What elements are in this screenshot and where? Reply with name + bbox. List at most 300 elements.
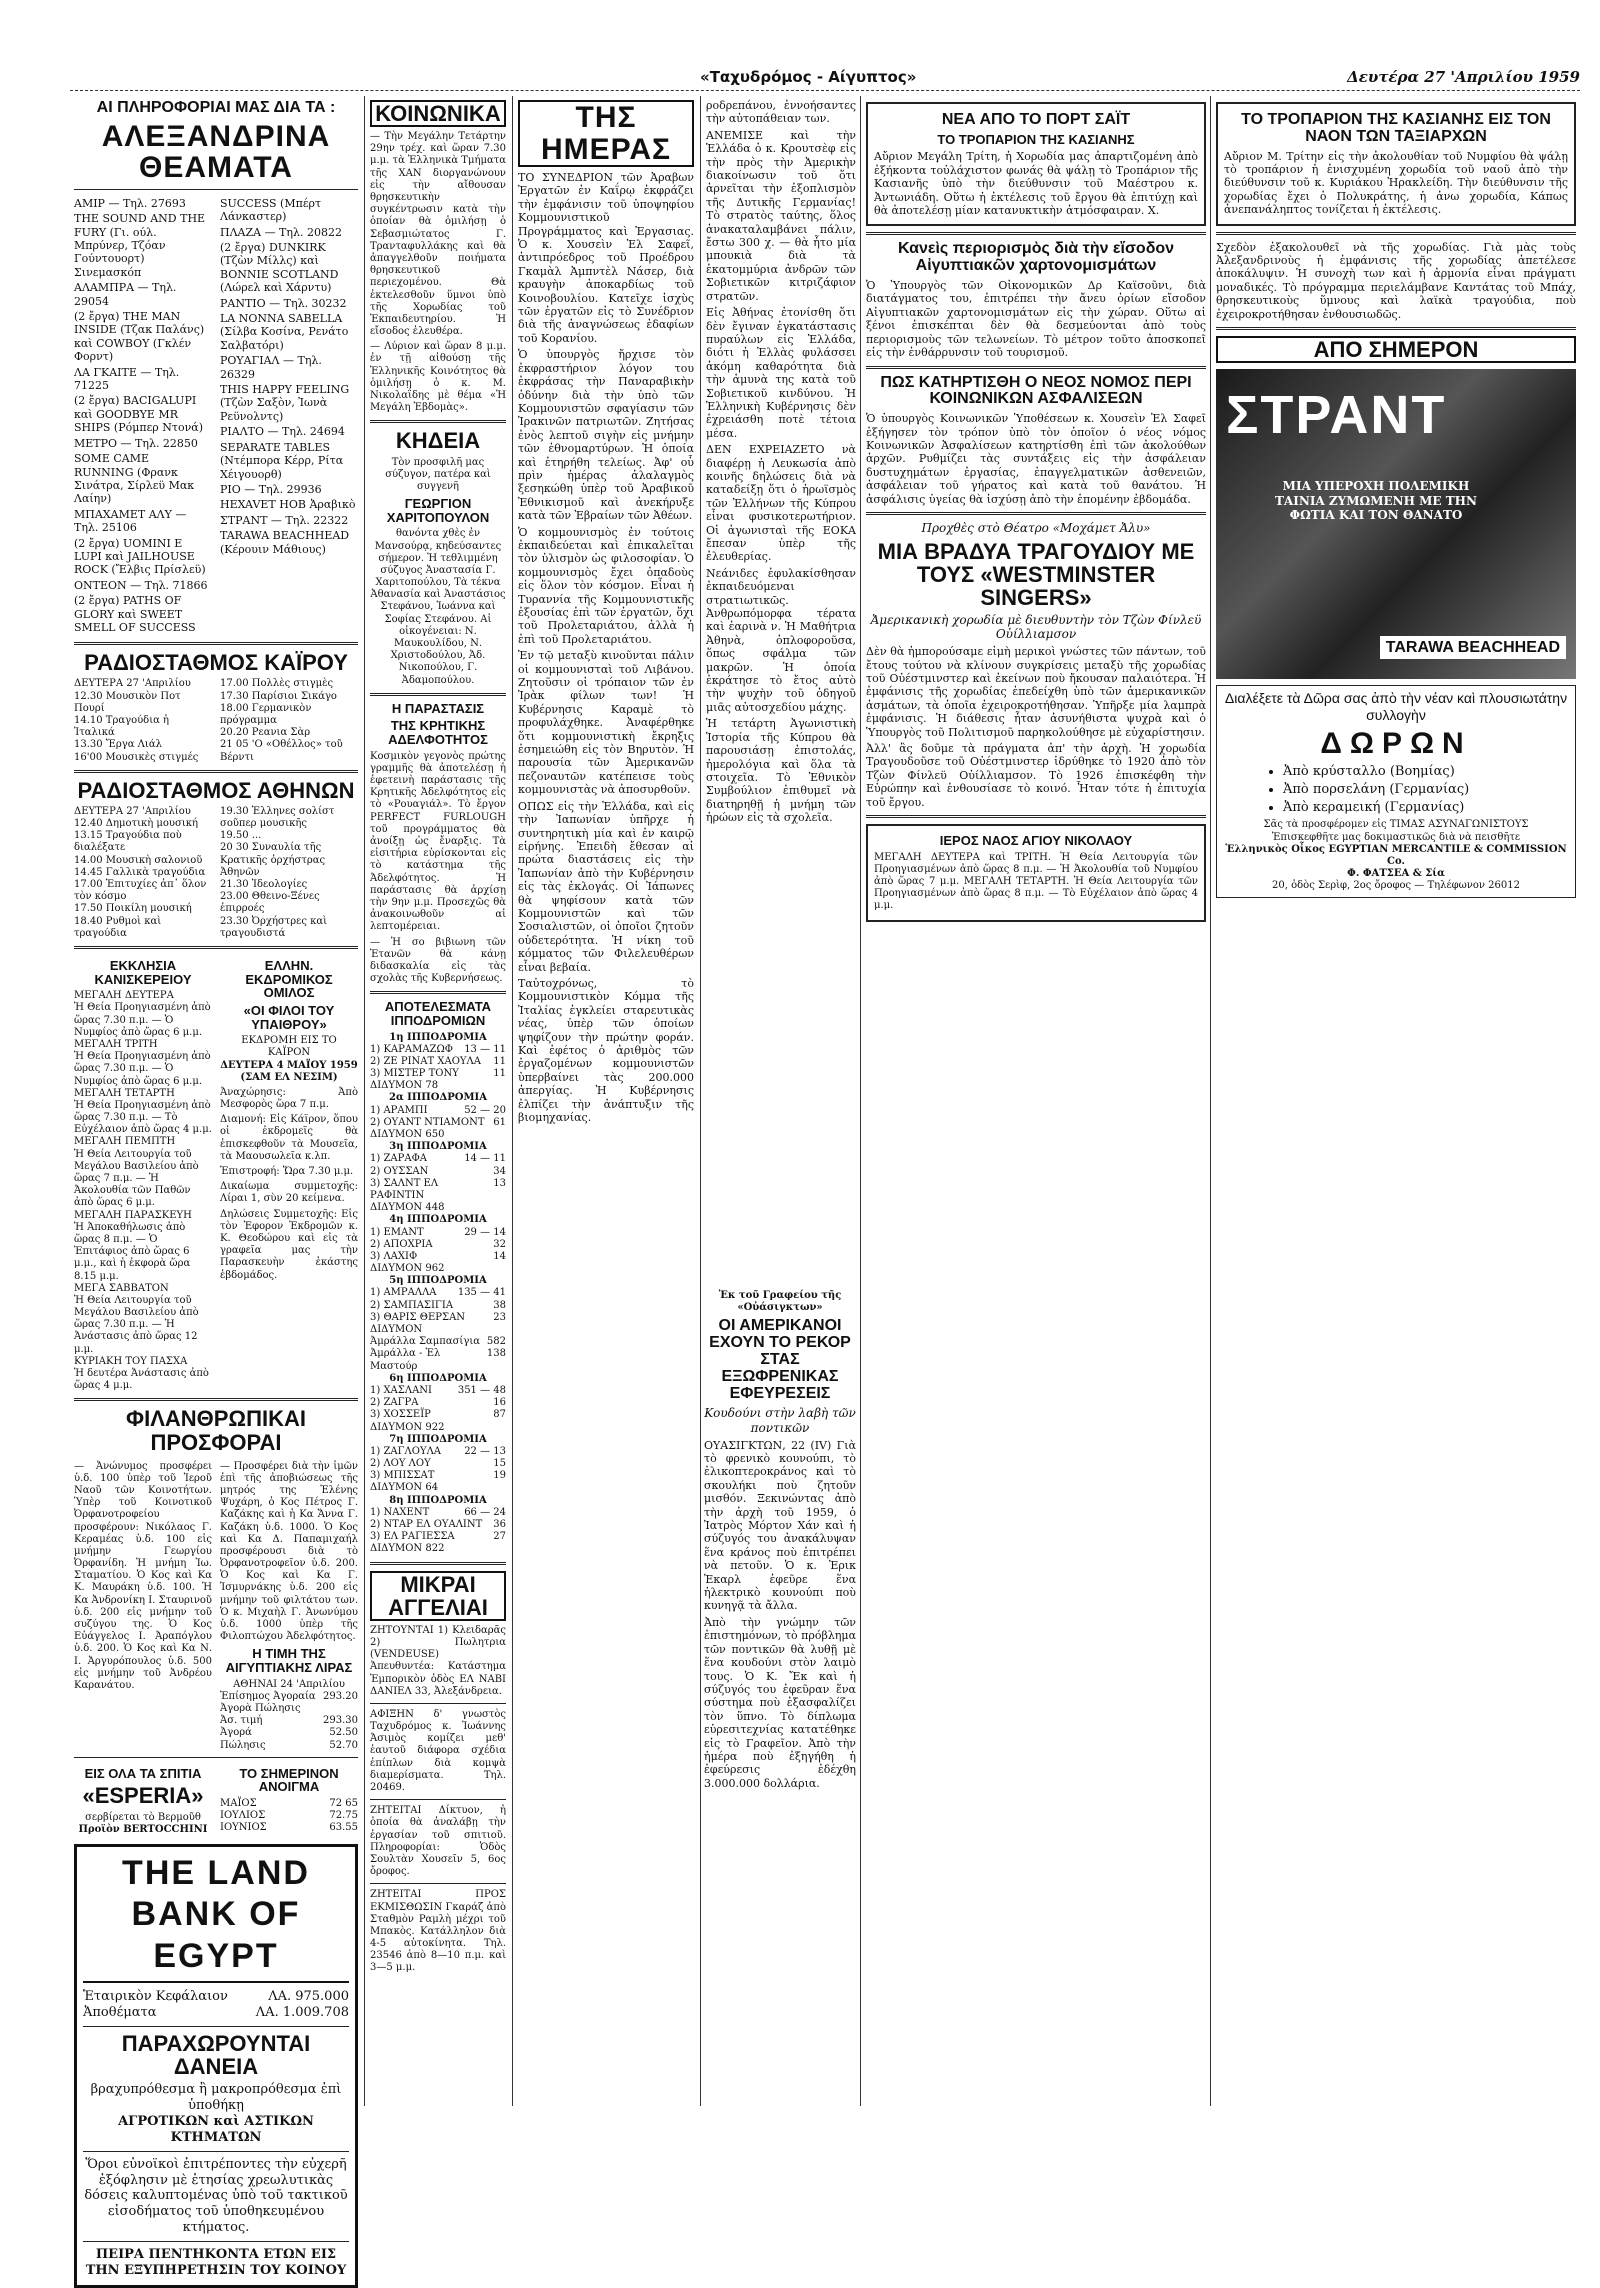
opening-row — [220, 1822, 358, 1834]
race-entry: 1) ΧΑΣΛΑΝΙ — [370, 1384, 432, 1396]
race-entry: 1) ΕΜΑΝΤ — [370, 1226, 424, 1238]
race-row — [370, 1227, 506, 1239]
radio-line: 16'00 Μουσικὲς στιγμές — [74, 751, 199, 763]
race-row — [370, 1348, 506, 1372]
race-entry: 2) ΟΥΣΣΑΝ — [370, 1165, 429, 1177]
radio-line: 12.30 Μουσικὸν Ποτ Πουρί — [74, 690, 181, 714]
price-label: Ἀσ. τιμή — [220, 1715, 263, 1727]
race-row — [370, 1068, 506, 1080]
esperia-sub: Προϊὸν BERTOCCHINI — [78, 1823, 208, 1835]
race-payout: 27 — [493, 1531, 506, 1543]
race-payout: 29 — 14 — [464, 1226, 506, 1238]
cinema-line: ΠΛΑΖΑ — Τηλ. 20822 — [220, 225, 342, 239]
concert-title: ΜΙΑ ΒΡΑΔΥΑ ΤΡΑΓΟΥΔΙΟΥ ΜΕ ΤΟΥΣ «WESTMINSTER SINGERS» — [877, 538, 1195, 610]
column-entertainment — [74, 96, 358, 2278]
radio-line: 13.15 Τραγούδια ποὺ διαλέξατε — [74, 830, 182, 854]
radio-line: ΔΕΥΤΕΡΑ 27 'Απριλίου — [74, 805, 191, 817]
race-row — [370, 1446, 506, 1458]
race-results — [370, 1032, 506, 1556]
taxiarchs-text: Αὔριον Μ. Τρίτην εἰς τὴν ἀκολουθίαν τοῦ Νυμφίου θὰ ψάλῃ τὸ τροπάριον ἡ ἐνισχυμένη χορωδία τοῦ ναοῦ ἀπὸ τὴν διεύθυνσιν τοῦ κ. Κυριάκου Ἠρακλείδη. Τὴν διεύθυνσιν τῆς χορωδίας ἔχει ὁ Πολυκράτης, ἡ ἀνω χορωδία, Κάπως ἀνεπανάληπτος τονίζεται ἡ ἐκτέλεσις. — [1224, 149, 1568, 217]
cinema-line: ΜΕΤΡΟ — Τηλ. 22850 — [74, 436, 198, 450]
race-entry: ΔΙΔΥΜΟΝ 64 — [370, 1482, 439, 1494]
gifts-item: • Ἀπὸ πορσελάνη (Γερμανίας) — [1283, 782, 1569, 798]
opening-value: 63.55 — [329, 1822, 358, 1834]
race-payout: 22 — 13 — [464, 1445, 506, 1457]
opening-value: 72.75 — [329, 1810, 358, 1822]
cinema-listings — [74, 195, 358, 637]
race-entry: ΔΙΔΥΜΟΝ 962 — [370, 1263, 445, 1275]
race-entry: 3) ΛΑΧΙΦ — [370, 1250, 418, 1262]
race-row — [370, 1044, 506, 1056]
esperia-name: «ESPERIA» — [82, 1783, 204, 1809]
race-row — [370, 1519, 506, 1531]
concert-kicker: Προχθὲς στὸ Θέατρο «Μοχάμετ Ἀλυ» — [921, 520, 1151, 535]
cinema-line: ΡΙΟ — Τηλ. 29936 — [220, 482, 322, 496]
cinema-line: ΑΜΙΡ — Τηλ. 27693 — [74, 196, 186, 210]
gifts-text2: Ἐπισκεφθῆτε μας δοκιμαστικῶς διὰ νὰ πεισθῆτε — [1271, 831, 1521, 843]
bank-footer: ΠΕΙΡΑ ΠΕΝΤΗΚΟΝΤΑ ΕΤΩΝ ΕΙΣ ΤΗΝ ΕΞΥΠΗΡΕΤΗΣΙΝ ΤΟΥ ΚΟΙΝΟΥ — [85, 2246, 347, 2278]
race-entry: ΔΙΔΥΜΟΝ 922 — [370, 1421, 445, 1433]
race-row — [370, 1312, 506, 1324]
race-row — [370, 1251, 506, 1263]
st-nicholas-box — [866, 824, 1206, 922]
esperia-title: ΕΙΣ ΟΛΑ ΤΑ ΣΠΙΤΙΑ — [84, 1765, 202, 1781]
race-entry: 1) ΝΑΧΕΝΤ — [370, 1506, 430, 1518]
day-title: ΤΗΣ ΗΜΕΡΑΣ — [518, 100, 694, 167]
day-text: ΤΟ ΣΥΝΕΔΡΙΟΝ τῶν Ἀραβων Ἐργατῶν ἐν Καΐρῳ ἐκφράζει τὴν ἐμφάνισιν τοῦ ὑποψηφίου Κομμουνιστικοῦ Προγράμματος καὶ Ἐργασιας. Ὁ κ. Χουσεὶν Ἐλ Σαφεῖ, ἀντιπρόεδρος τοῦ Προέδρου Γκαμὰλ Ἀμπντὲλ Νάσερ, διὰ κραυγὴν ἀποκαρδίως τοῦ Κοινοβουλίου. Κατεῖχε ἰσχὺς τῶν ἐργατῶν εἰς τὸ Συνέδριον διὰ τῆς ἀναγνώσεως ἐδαφίων τοῦ Κορανίου. — [518, 171, 694, 345]
race-row — [370, 1543, 506, 1555]
funeral-title: ΚΗΔΕΙΑ — [395, 428, 481, 454]
club-line: Δηλώσεις Συμμετοχῆς: Εἰς τὸν Ἐφορον Ἐκδρομῶν κ. Κ. Θεοδώρου καὶ εἰς τὰ γραφεῖα μας τὴν Παρασκευὴν ἑκάστης ἑβδομάδος. — [220, 1208, 358, 1281]
column-day — [518, 96, 694, 2106]
race-entry: 3) ΧΟΣΣΕΪΡ — [370, 1409, 431, 1421]
price-value: 52.70 — [329, 1739, 358, 1751]
movie-name: TARAWA BEACHHEAD — [1380, 636, 1566, 660]
radio-line: 14.10 Τραγούδια ἡ Ἰταλικά — [74, 715, 170, 739]
club-name: «ΟΙ ΦΙΛΟΙ ΤΟΥ ΥΠΑΙΘΡΟΥ» — [243, 1002, 335, 1032]
race-entry: 3) ΕΛ ΡΑΓΙΕΣΣΑ — [370, 1531, 455, 1543]
radio-line: ΔΕΥΤΕΡΑ 27 'Απριλίου — [74, 678, 191, 690]
race-entry: ΔΙΔΥΜΟΝ 650 — [370, 1129, 445, 1141]
masthead-title: «Ταχυδρόμος - Αίγυπτος» — [700, 68, 917, 86]
insurance-law-text: Ὁ ὑπουργὸς Κοινωνικῶν Ὑποθέσεων κ. Χουσεὶν Ἐλ Σαφεῖ ἐξήγησεν τὸν τρόπον ὑπὸ τὸν ὁποῖον ὁ νέος νόμος Κοινωνικῶν Ἀσφαλίσεων κατηρτίσθη ἐπὶ τῶν ἀκολούθων ἀρχῶν. Ρυθμίζει τὰς συντάξεις εἰς τὴν ἀσφάλειαν δυστυχημάτων ἐργασίας, ἐπαγγελματικῶν ἀσθενειῶν, ἀσφάλειαν τοῦ γήρατος καὶ κατὰ τοῦ θανάτου. Ἡ ἀσφάλισις ὑγείας θὰ ἰσχύσῃ ἀπὸ τὴν ἑπομένην ἐβδομάδα. — [866, 412, 1206, 506]
funeral-name: ΓΕΩΡΓΙΟΝ ΧΑΡΙΤΟΠΟΥΛΟΝ — [386, 496, 490, 525]
gifts-owner: Φ. ΦΑΤΣΕΑ & Σία — [1347, 868, 1445, 880]
race-payout: 11 — [493, 1068, 506, 1080]
race-entry: 1) ΚΑΡΑΜΑΖΩΦ — [370, 1043, 453, 1055]
radio-line: 17.00 Ἐπιτυχίες ἀπ᾿ ὅλον τὸν κόσμο — [74, 879, 207, 903]
opening-row — [220, 1810, 358, 1822]
pound-price-sub: ΑΘΗΝΑΙ 24 'Απριλίου — [233, 1678, 345, 1690]
race-row — [370, 1300, 506, 1312]
concert-sub: Ἀμερικανικὴ χορωδία μὲ διευθυντὴν τὸν Τζὼν Φίνλεϋ Οὐίλλιαμσον — [870, 612, 1202, 642]
column-news-right — [1216, 96, 1576, 2106]
inventions-kicker: Ἐκ τοῦ Γραφείου τῆς «Οὐάσιγκτων» — [718, 1290, 842, 1314]
column-rule — [700, 96, 701, 2106]
radio-line: 18.00 Γερμανικὸν πρόγραμμα — [220, 702, 312, 727]
classified-item: ΖΗΤΟΥΝΤΑΙ 1) Κλειδαρᾶς 2) Πωλητρια (VENDEUSE) Ἀπευθυντέα: Κατάστημα Ἐμπορικὸν ὁδὸς ΕΛ ΝΑΒΙ ΔΑΝΙΕΛ 33, Ἀλεξάνδρεια. — [370, 1624, 506, 1697]
price-label: Ἀγορά — [220, 1727, 252, 1739]
club-sub: ΕΚΔΡΟΜΗ ΕΙΣ ΤΟ ΚΑΪΡΟΝ — [241, 1035, 337, 1059]
radio-line: 17.50 Ποικίλη μουσική — [74, 903, 192, 915]
race-payout: 13 — 11 — [464, 1043, 506, 1055]
theatres-kicker: ΑΙ ΠΛΗΡΟΦΟΡΙΑΙ ΜΑΣ ΔΙΑ ΤΑ : — [96, 99, 336, 116]
cinema-line: (2 ἔργα) THE MAN INSIDE (Τζακ Παλάνς) καὶ COWBOY (Γκλέν Φορντ) — [74, 310, 205, 364]
day-text: Ὁ κομμουνισμὸς ἐν τούτοις ἐκπαιδεύεται καὶ ἐπικαλεῖται τὸν ὑλισμὸν ὡς φιλοσοφίαν. Ὁ κομμουνισμὸς ἔχει ὀπαδοὺς εἰς ὅλον τὸν κόσμον. Εἶναι ἡ Τυραννία τῆς Κομμουνιστικῆς ἐξουσίας ἐπὶ τῶν ἐργατῶν, ὅχι τοῦ Προλεταριάτου, ἀλλὰ ἡ ἐπὶ τοῦ Προλεταριάτου. — [518, 525, 694, 646]
club-line: Ἐπιστροφή: Ὥρα 7.30 μ.μ. — [220, 1166, 354, 1178]
egypt-notes-title: Κανεὶς περιορισμὸς διὰ τὴν εἴσοδον Αἰγυπτιακῶν χαρτονομισμάτων — [897, 240, 1175, 275]
church-line: ΜΕΓΑΛΗ ΠΕΜΠΤΗ — [74, 1136, 176, 1148]
opening-month: ΙΟΥΝΙΟΣ — [220, 1822, 267, 1834]
race-entry: 1) ΖΑΡΑΦΑ — [370, 1153, 427, 1165]
race-entry: 3) ΣΑΛΝΤ ΕΛ ΡΑΦΙΝΤΙΝ — [370, 1177, 439, 1201]
race-row — [370, 1129, 506, 1141]
column-rule — [860, 96, 861, 2106]
race-row — [370, 1153, 506, 1165]
race-entry: 5η ΙΠΠΟΔΡΟΜΙΑ — [389, 1275, 487, 1287]
race-entry: 3) ΜΙΣΤΕΡ ΤΟΝΥ — [370, 1068, 459, 1080]
radio-cairo-title: ΡΑΔΙΟΣΤΑΘΜΟΣ ΚΑΪΡΟΥ — [84, 650, 348, 676]
theatre-text: Κοσμικὸν γεγονὸς πρώτης γραμμῆς θὰ ἀποτελέσῃ ἡ ἐφετεινὴ παράστασις τῆς Κρητικῆς Ἀδελφότητος εἰς τὸ «Ρουαγιάλ». Τὸ ἔργον PERFECT FURLOUGH τοῦ προγράμματος θὰ ἀνοίξῃ ὡς ἔναρξις. Τὰ εἰσιτήρια εὑρίσκονται εἰς τὸ κατάστημα τῆς Ἀδελφότητος. Ἡ παράστασις θὰ ἀρχίσῃ τὴν 9ην μ.μ. Προσεχῶς θὰ ἀνακοινωθοῦν αἱ λεπτομέρειαι. — [370, 750, 506, 933]
port-said-text: Αὔριον Μεγάλη Τρίτη, ἡ Χορωδία μας ἀπαρτιζομένη ἀπὸ ἐξήκοντα τοὐλάχιστον φωνάς θὰ ψάλῃ τὸ Τροπάριον τῆς Κασιανῆς ὑπὸ τὴν διεύθυνσιν τοῦ Μαέστρου κ. Ἀντωνιάδη. Οὕτω ἡ ἐκτέλεσις τοῦ ἔργου θὰ ἐπιτύχῃ καὶ θὰ ἀποτελέσῃ μίαν κατανυκτικὴν ἀτμόσφαιραν. Χ. — [874, 150, 1198, 218]
port-said-box — [866, 102, 1206, 226]
church-line: ΜΕΓΑ ΣΑΒΒΑΤΟΝ — [74, 1282, 169, 1294]
race-entry: 4η ΙΠΠΟΔΡΟΜΙΑ — [389, 1214, 487, 1226]
cotton-opening-title: ΤΟ ΣΗΜΕΡΙΝΟΝ ΑΝΟΙΓΜΑ — [239, 1765, 339, 1795]
day2-text: ροδρεπάνου, ἐννοήσαντες τὴν αὐτοπάθειαν των. — [706, 99, 856, 126]
race-row — [370, 1141, 506, 1153]
cinema-line: ΡΑΝΤΙΟ — Τηλ. 30232 — [220, 296, 347, 310]
radio-line: 23.30 Ὀρχήστρες καὶ τραγουδιστά — [220, 915, 328, 939]
church-and-club — [74, 955, 358, 1392]
race-entry: 2) ΖΑΓΡΑ — [370, 1397, 419, 1409]
race-entry: ΔΙΔΥΜΟΝ — [370, 1324, 423, 1336]
race-row — [370, 1032, 506, 1044]
radio-line: 12.40 Δημοτικὴ μουσική — [74, 818, 198, 830]
radio-line: 21 05 'Ο «Οθέλλος» τοῦ Βέρντι — [220, 739, 343, 763]
radio-cairo-schedule — [74, 678, 358, 763]
esperia-sub2: σερβίρεται τὸ Βερμοῦθ — [85, 1811, 201, 1823]
theatres-title: ΑΛΕΞΑΝΔΡΙΝΑ ΘΕΑΜΑΤΑ — [101, 119, 331, 185]
race-entry: 2) ΣΑΜΠΑΣΙΓΙΑ — [370, 1299, 454, 1311]
cinema-line: SUCCESS (Μπέρτ Λάνκαστερ) — [220, 196, 322, 224]
price-row — [220, 1715, 358, 1727]
price-value: 52.50 — [329, 1727, 358, 1739]
egypt-notes-text: Ὁ Ὑπουργὸς τῶν Οἰκονομικῶν Δρ Καϊσοῦνι, διὰ διατάγματος του, ἐπιτρέπει τὴν ἄνευ ὁρίων εἴσοδον Αἰγυπτιακῶν χαρτονομισμάτων εἰς τὴν χώραν. Οὕτω αἱ ξένοι ἐπισκέπται δὲν θὰ δεσμεύονται ἀπὸ τοὺς περιορισμοὺς τῶν τελωνείων. Τὸ μέτρον τοῦτο ἀποσκοπεῖ εἰς τὴν ἐνθάρρυνσιν τοῦ τουρισμοῦ. — [866, 279, 1206, 360]
radio-line: 17.00 Πολλὲς στιγμὲς — [220, 678, 334, 690]
movie-tagline: ΜΙΑ ΥΠΕΡΟΧΗ ΠΟΛΕΜΙΚΗ ΤΑΙΝΙΑ ΖΥΜΩΜΕΝΗ ΜΕ ΤΗΝ ΦΩΤΙΑ ΚΑΙ ΤΟΝ ΘΑΝΑΤΟ — [1275, 479, 1477, 523]
race-entry: ΔΙΔΥΜΟΝ 78 — [370, 1080, 439, 1092]
race-entry: 3η ΙΠΠΟΔΡΟΜΙΑ — [389, 1141, 487, 1153]
st-nicholas-text: ΜΕΓΑΛΗ ΔΕΥΤΕΡΑ καὶ ΤΡΙΤΗ. Ἡ Θεία Λειτουργία τῶν Προηγιασμένων ἀπὸ ὥρας 8 π.μ. — Ἡ Ἀκολουθία τοῦ Νυμφίου ἀπὸ ὥρας 7 μ.μ. ΜΕΓΑΛΗ ΤΕΤΑΡΤΗ. Ἡ Θεία Λειτουργία τῶν Προηγιασμένων ἀπὸ ὥρας 8 π.μ. — Τὸ Εὐχέλαιον ἀπὸ ὥρας 4 μ.μ. — [874, 851, 1198, 912]
cinema-line: (2 ἔργα) UOMINI E LUPI καὶ JAILHOUSE ROCK (Ἔλβις Πρίσλεϋ) — [74, 536, 206, 577]
radio-line: 14.45 Γαλλικὰ τραγούδια — [74, 866, 206, 878]
radio-line: 20 30 Συναυλία τῆς Κρατικῆς ὀρχήστρας Ἀθηνῶν — [220, 842, 326, 878]
philanthropy-right — [220, 1458, 358, 1752]
inventions-article — [704, 1290, 856, 2105]
race-row — [370, 1373, 506, 1385]
bank-sub2: ΑΓΡΟΤΙΚΩΝ καὶ ΑΣΤΙΚΩΝ ΚΤΗΜΑΤΩΝ — [118, 2113, 314, 2145]
social-title: ΚΟΙΝΩΝΙΚΑ — [370, 100, 506, 127]
race-row — [370, 1275, 506, 1287]
race-entry: Ἀμράλλα Σαμπασίγια — [370, 1336, 481, 1348]
race-payout: 16 — [493, 1397, 506, 1409]
theatre-title: Η ΠΑΡΑΣΤΑΣΙΣ — [391, 700, 485, 716]
race-row — [370, 1080, 506, 1092]
insurance-law-title: ΠΩΣ ΚΑΤΗΡΤΙΣΘΗ Ο ΝΕΟΣ ΝΟΜΟΣ ΠΕΡΙ ΚΟΙΝΩΝΙΚΩΝ ΑΣΦΑΛΙΣΕΩΝ — [880, 373, 1192, 408]
cinema-line: TARAWA BEACHHEAD (Κέρουιν Μάθιους) — [220, 529, 350, 556]
race-payout: 11 — [493, 1055, 506, 1067]
taxiarchs-title: ΤΟ ΤΡΟΠΑΡΙΟΝ ΤΗΣ ΚΑΣΙΑΝΗΣ ΕΙΣ ΤΟΝ ΝΑΟΝ ΤΩΝ ΤΑΞΙΑΡΧΩΝ — [1241, 111, 1551, 145]
gifts-ad — [1216, 685, 1576, 897]
price-row — [220, 1740, 358, 1752]
church-schedule — [74, 955, 212, 1392]
race-entry: 1) ΖΑΓΛΟΥΛΑ — [370, 1445, 442, 1457]
opening-row — [220, 1798, 358, 1810]
race-entry: 2) ΑΠΟΧΡΙΑ — [370, 1238, 433, 1250]
radio-athens-schedule — [74, 806, 358, 940]
race-entry: 1) ΑΡΑΜΠΙ — [370, 1104, 428, 1116]
church-line: ΜΕΓΑΛΗ ΠΑΡΑΣΚΕΥΗ — [74, 1209, 192, 1221]
race-row — [370, 1482, 506, 1494]
funeral-sub: Τὸν προσφιλῆ μας σύζυγον, πατέρα καὶ συγγενῆ — [385, 456, 491, 492]
bank-row — [83, 1989, 349, 2005]
race-payout: 32 — [493, 1238, 506, 1250]
price-row — [220, 1703, 358, 1715]
column-social — [370, 96, 506, 2106]
race-payout: 87 — [493, 1409, 506, 1421]
cinema-line: ΛΑ ΓΚΑΙΤΕ — Τηλ. 71225 — [74, 365, 180, 393]
radio-line: 13.30 Ἔργα Λιάλ — [74, 739, 162, 751]
gifts-title: Διαλέξετε τὰ Δῶρα σας ἀπὸ τὴν νέαν καὶ πλουσιωτάτην συλλογὴν — [1224, 690, 1568, 724]
church-line: Ἡ Θεία Λειτουργία τοῦ Μεγάλου Βασιλείου ἀπὸ ὥρας 7.30 π.μ. — Ἡ Ἀνάστασις ἀπὸ ὥρας 12 μ.μ. — [74, 1294, 199, 1355]
gifts-company: Ἑλληνικὸς Οἶκος EGYPTIAN MERCANTILE & COMMISSION Co. — [1225, 843, 1567, 867]
race-payout: 52 — 20 — [464, 1104, 506, 1116]
race-payout: 14 — [493, 1250, 506, 1262]
radio-line: 21.30 Ἰδεολογίες — [220, 879, 308, 891]
cinema-line: SEPARATE TABLES (Ντέμπορα Κέρρ, Ρίτα Χέιγουορθ) — [220, 440, 344, 481]
philanthropy-text: — Προσφέρει διὰ τὴν ἱμῶν ἐπὶ τῆς ἀποβιώσεως τῆς μητρός της Ἑλένης Ψυχάρη, ὁ Κος Πέτρος Γ. Καζάκης καὶ ἡ Κα Ἄννα Γ. Καζάκη ὑ.δ. 1000. Ὁ Κος καὶ Κα Δ. Παπαμιχαήλ προσφέρουσι διὰ τὸ Ὀρφανοτροφεῖον ὑ.δ. 200. Ὁ Κος καὶ Κα Γ. Ἰσμυρνάκης ὑ.δ. 200 εἰς μνήμην τοῦ φιλτάτου των. Ὁ κ. Μιχαὴλ Γ. Ἀνωνύμου ὑ.δ. 1000 ὑπὲρ τῆς Φιλοπτώχου Ἀδελφότητος. — [220, 1460, 358, 1643]
race-payout: 38 — [493, 1299, 506, 1311]
cinema-list-right — [220, 195, 358, 637]
opening-month: ΙΟΥΛΙΟΣ — [220, 1810, 266, 1822]
inventions-text: Ἀπὸ τὴν γνώμην τῶν ἐπιστημόνων, τὸ πρόβλημα τῶν ποντικῶν θὰ λυθῇ μὲ ἕνα κουδούνι στὸν λαιμὸ τους. Ὁ Κ. Ἔκ καὶ ἡ σύζυγός του ἐφεῦραν ἕνα σύστημα ποὺ ἐξασφαλίζει τὸν ὕπνο. Τὸ δίπλωμα εὑρεσιτεχνίας κατατέθηκε εἰς τὸ Γραφεῖον. Ἀπὸ τὴν ἡμέρα ποὺ ἐξηγήθη ἡ ἐφεύρεσις ἐδέχθη 3.000.000 δολλάρια. — [704, 1615, 856, 1790]
day-text: ΟΠΩΣ εἰς τὴν Ἑλλάδα, καὶ εἰς τὴν Ἰαπωνίαν ὑπῆρχε ἡ συντηρητικὴ μία καὶ ἐν καιρῷ εἰρήνης. Ἐπειδὴ ἔθεσαν αἱ πρώτα διαστάσεις εἰς τὴν Ἰαπωνίαν ἀπὸ τὴν Κυβέρνησιν εἰς τὰς ἐκλογάς. Οἱ Ἰάπωνες θὰ ψηφίσουν κατὰ τῶν Κομμουνιστῶν καὶ τῶν Σοσιαλιστῶν, οἱ ὁποῖοι ζητοῦν οὐδετερότητα. Ἡ νίκη τοῦ κόμματος τῶν Φιλελευθέρων εἶναι βεβαία. — [518, 799, 694, 974]
race-entry: 2) ΝΤΑΡ ΕΛ ΟΥΑΛΙΝΤ — [370, 1519, 483, 1531]
inventions-text: ΟΥΑΣΙΓΚΤΩΝ, 22 (ΙV) Γιὰ τὸ φρενικὸ κουνούπι, τὸ ἐλικοπτεροκράνος καὶ τὸ σκουλήκι ποὺ ζητοῦν μισθόν. Ξεκινώντας ἀπὸ τὴν ἀρχὴ τοῦ 1959, ὁ Ἰατρὸς Μόρτον Χάν καὶ ἡ σύζυγός του ἀνακάλυψαν ἕνα κράνος ποὺ ἐπιτρέπει νὰ πετοῦν. Ὁ κ. Ἐρικ Ἐκαρλ ἐφεῦρε ἕνα ἠλεκτρικὸ κουνούπι ποὺ κυνηγᾷ τὰ ἄλλα. — [704, 1438, 856, 1613]
race-entry: 6η ΙΠΠΟΔΡΟΜΙΑ — [389, 1372, 487, 1384]
race-row — [370, 1507, 506, 1519]
philanthropy-title: ΦΙΛΑΝΘΡΩΠΙΚΑΙ ΠΡΟΣΦΟΡΑΙ — [126, 1406, 306, 1455]
race-entry: 7η ΙΠΠΟΔΡΟΜΙΑ — [389, 1433, 487, 1445]
bank-terms: Ὅροι εὐνοϊκοὶ ἐπιτρέποντες τὴν εὐχερῆ ἐξόφλησιν μὲ ἐτησίας χρεωλυτικὰς δόσεις καλυπτομένας ὑπὸ τοῦ τακτικοῦ εἰσοδήματος τοῦ ὑποθηκευμένου κτήματος. — [84, 2156, 348, 2236]
esperia-ad — [74, 1763, 212, 1836]
price-row — [220, 1691, 358, 1703]
cinema-line: THE SOUND AND THE FURY (Γι. ούλ. Μπρύνερ, Τζόαν Γούντουορτ) Σινεμασκόπ — [74, 212, 206, 279]
bank-value: ΛΑ. 1.009.708 — [255, 2005, 349, 2021]
club-notice — [220, 955, 358, 1392]
cinema-line: (2 ἔργα) BACIGALUPI καὶ GOODBYE MR SHIPS (Ρόμπερ Ντονά) — [74, 394, 204, 435]
race-row — [370, 1397, 506, 1409]
club-date: ΔΕΥΤΕΡΑ 4 ΜΑΪΟΥ 1959 (ΣΑΜ ΕΛ ΝΕΣΙΜ) — [220, 1059, 358, 1083]
race-payout: 582 — [486, 1336, 506, 1348]
philanthropy-body — [74, 1458, 358, 1752]
classifieds-title: ΜΙΚΡΑΙ ΑΓΓΕΛΙΑΙ — [370, 1571, 506, 1621]
column-rule — [512, 96, 513, 2106]
race-row — [370, 1092, 506, 1104]
price-value: 293.20 — [323, 1690, 358, 1702]
inventions-title: ΟΙ ΑΜΕΡΙΚΑΝΟΙ ΕΧΟΥΝ ΤΟ ΡΕΚΟΡ ΣΤΑΣ ΕΞΩΦΡΕΝΙΚΑΣ ΕΦΕΥΡΕΣΕΙΣ — [709, 1317, 851, 1402]
day2-text: Νεάνιδες ἐφυλακίσθησαν ἐκπαιδευόμεναι στρατιωτικῶς. Ἀνθρωπόμορφα τέρατα καὶ ἐαρινὰ ν. Ἡ Μαθήτρια Ἀθηνὰ, ὁπλοφοροῦσα, ὅπως σφάλμα τῶν μακρῶν. Ἡ ὁποία ἐκράτησε τὸ ἔτος αὐτὸ τὴν ψυχὴν τοῦ ὁδηγοῦ μιᾶς αὐτοσχεδίου μάχης. — [706, 566, 856, 714]
race-row — [370, 1202, 506, 1214]
race-payout: 61 — [493, 1116, 506, 1128]
social-text: — Λύριον καὶ ὥραν 8 μ.μ. ἐν τῇ αἰθούσῃ τῆς Ἑλληνικῆς Κοινότητος θὰ ὁμιλήσῃ ὁ κ. Μ. Νικολαΐδης μὲ θέμα «Ἡ Μεγάλη Ἑβδομὰς». — [370, 341, 506, 414]
cinema-line: ΜΠΑΧΑΜΕΤ ΑΛΥ — Τηλ. 25106 — [74, 507, 187, 535]
race-row — [370, 1166, 506, 1178]
race-entry: 2) ΖΕ ΡΙΝΑΤ ΧΑΟΥΛΑ — [370, 1055, 481, 1067]
race-row — [370, 1409, 506, 1421]
races-title: ΑΠΟΤΕΛΕΣΜΑΤΑ ΙΠΠΟΔΡΟΜΙΩΝ — [384, 999, 492, 1028]
race-row — [370, 1434, 506, 1446]
day2-text: ΑΝΕΜΙΣΕ καὶ τὴν Ἑλλάδα ὁ κ. Κρουτσὲφ εἰς τὴν πρὸς τὴν Ἀμερικὴν διακοίνωσιν τοῦ ὅτι ἀρνεῖται τὴν ἐξοπλισμὸν τῆς Δυτικῆς Γερμανίας! Τὸ στρατὸς ταύτης, ὅλος ἀνακαταλαμβάνει πάλιν, ἔστω 300 χ. — θὰ ἦτο μία μπουκιὰ διὰ τὰ ἑκατομμύρια ἀνδρῶν τῶν Σοβιετικῶν κιτριζάφιον στρατῶν. — [706, 128, 856, 303]
price-row — [220, 1727, 358, 1739]
cinema-line: ΟΝΤΕΟΝ — Τηλ. 71866 — [74, 578, 208, 592]
pound-price-title: Η ΤΙΜΗ ΤΗΣ ΑΙΓΥΠΤΙΑΚΗΣ ΛΙΡΑΣ — [225, 1646, 353, 1676]
classified-item: ΖΗΤΕΙΤΑΙ Δίκτυον, ἡ ὁποία θὰ ἀναλάβῃ τὴν ἐργασίαν τοῦ σπιτιοῦ. Πληροφορίαι: Ὁδὸς Σουλτὰν Χουσεῖν 5, 6ος ὄροφος. — [370, 1805, 506, 1878]
cinema-line: (2 ἔργα) DUNKIRK (Τζὼν Μίλλς) καὶ BONNIE SCOTLAND (Λώρελ καὶ Χάρντυ) — [220, 241, 339, 295]
masthead — [70, 68, 1580, 91]
race-entry: Ἀμράλλα - Ἐλ Μαστούρ — [370, 1348, 441, 1372]
club-title: ΕΛΛΗΝ. ΕΚΔΡΟΜΙΚΟΣ ΟΜΙΛΟΣ — [245, 957, 333, 1001]
race-row — [370, 1214, 506, 1226]
race-row — [370, 1056, 506, 1068]
race-payout: 66 — 24 — [464, 1506, 506, 1518]
cinema-line: HEXAVET HOB Ἀραβικὸ — [220, 498, 356, 512]
bank-name: THE LAND BANK OF EGYPT — [83, 1853, 349, 1983]
race-payout: 15 — [493, 1458, 506, 1470]
day-text: Ὁ ὑπουργὸς ἤρχισε τὸν ἐκφραστήριον λόγον του ἐκφράσας τὴν Παναραβικὴν ὁδύνην διὰ τὴν ὑπὸ τῶν Κομμουνιστῶν σφαγίασιν τῶν Ἰρακινῶν πατριωτῶν. Ζητήσας ἐνὸς λεπτοῦ σιγὴν εἰς μνήμην τῶν ἐθνομαρτύρων. Ἡ ὁποία καὶ ἐτηρήθη τελείως. Ἀφ' οὗ πρὶν ἡμέρας ἀλαλαγμὸς ξεσηκώθη ὑπὲρ τοῦ Ἀραβικοῦ Ἐθνικισμοῦ καὶ ἀνεκήρυξε κατὰ τῶν Ἐβραίων τῶν Ἀθέων. — [518, 348, 694, 523]
theatre-text: — Ἡ σο βιβιωνη τῶν Ἑτανῶν θὰ κάνῃ διδασκαλία εἰς τὰς σχολὰς τῆς Κυβερνήσεως. — [370, 936, 506, 985]
land-bank-ad — [74, 1844, 358, 2288]
bank-sub: βραχυπρόθεσμα ἢ μακροπρόθεσμα ἐπὶ ὑποθήκῃ — [90, 2082, 342, 2114]
bank-label: Ἑταιρικὸν Κεφάλαιον — [83, 1989, 228, 2005]
race-payout: 14 — 11 — [464, 1153, 506, 1165]
radio-line: 20.20 Ρεανια Σὰρ — [220, 727, 311, 739]
cinema-line: LA NONNA SABELLA (Σίλβα Κοσίνα, Ρενάτο Σαλβατόρι) — [220, 312, 349, 352]
race-row — [370, 1336, 506, 1348]
radio-line: 23.00 Θθεινο-Ξένες ἐπιρροές — [220, 891, 320, 915]
race-row — [370, 1470, 506, 1482]
movie-cinema: ΣΤΡΑΝΤ — [1226, 385, 1447, 446]
cinema-list-left — [74, 195, 212, 637]
church-line: Ἡ δευτέρα Ἀνάστασις ἀπὸ ὥρας 4 μ.μ. — [74, 1368, 209, 1392]
st-nicholas-title: ΙΕΡΟΣ ΝΑΟΣ ΑΓΙΟΥ ΝΙΚΟΛΑΟΥ — [939, 832, 1133, 848]
race-entry: 2) ΟΥΑΝΤ ΝΤΙΑΜΟΝΤ — [370, 1116, 485, 1128]
race-entry: 2) ΛΟΥ ΛΟΥ — [370, 1458, 431, 1470]
race-row — [370, 1105, 506, 1117]
cinema-line: ΡΟΥΑΓΙΑΛ — Τηλ. 26329 — [220, 354, 322, 381]
cinema-line: ΣΤΡΑΝΤ — Τηλ. 22322 — [220, 513, 349, 527]
race-payout: 34 — [493, 1165, 506, 1177]
radio-line: 18.40 Ρυθμοὶ καὶ τραγούδια — [74, 915, 162, 939]
radio-athens-title: ΡΑΔΙΟΣΤΑΘΜΟΣ ΑΘΗΝΩΝ — [77, 777, 355, 803]
gifts-item: • Ἀπὸ κρύσταλλο (Βοημίας) — [1283, 764, 1569, 780]
port-said-title: ΝΕΑ ΑΠΟ ΤΟ ΠΟΡΤ ΣΑΪΤ — [941, 111, 1131, 128]
day-text: Ταὐτοχρόνως, τὸ Κομμουνιστικὸν Κόμμα τῆς Ἰταλίας ἐγκλείει σταρευτικὰς νέας, ὑπὲρ τῶν ὁποίων ψηφίζουν τὴν πρώτην φοράν. Καὶ ἐφέτος ὁ ἀριθμὸς τῶν ἐργαζομένων κομμουνιστῶν ὑπερβαίνει τὰς 200.000 ἀπεργίας. Ἡ Κυβέρνησις ἐλπίζει τὴν ἀνάπτυξιν τῆς βιομηχανίας. — [518, 976, 694, 1125]
philanthropy-text: — Ἀνώνυμος προσφέρει ὑ.δ. 100 ὑπὲρ τοῦ Ἱεροῦ Ναοῦ τῶν Κοινοτήτων. Ὑπὲρ τοῦ Κοινοτικοῦ Ὀρφανοτροφείου προσφέρουν: Νικόλαος Γ. Κεραμέας ὑ.δ. 100 εἰς μνήμην Γεωργίου Ὀρφανίδη. Ἡ μνήμη Ἰω. Σταματίου. Ὁ Κος καὶ Κα Κ. Μαυράκη ὑ.δ. 100. Ἡ Κα Ἀνδρονίκη Ι. Σταυρινοῦ ὑ.δ. 200 εἰς μνήμην τοῦ συζύγου της. Ὁ Κος Εὐάγγελος Ι. Ἀραπόγλου ὑ.δ. 200. Ὁ Κος καὶ Κα Ν. Ι. Ἀργυρόπουλος ὑ.δ. 500 εἰς μνήμην τοῦ Ἀνδρέου Καρανάτου. — [74, 1460, 212, 1691]
bank-value: ΛΑ. 975.000 — [268, 1989, 349, 2005]
classified-item: ΖΗΤΕΙΤΑΙ ΠΡΟΣ ΕΚΜΙΣΘΩΣΙΝ Γκαράζ ἀπὸ Σταθμὸν Ραμλὴ μέχρι τοῦ Μπακὸς. Κατάλληλον διὰ 4-5 αὐτοκίνητα. Τηλ. 23546 ἀπὸ 8—10 π.μ. καὶ 3—5 μ.μ. — [370, 1889, 506, 1974]
concert-text-continued: Σχεδὸν ἐξακολουθεῖ νὰ τῆς χορωδίας. Γιὰ μὰς τοὺς Ἀλεξανδρινοὺς ἡ ἐμφάνισις τῆς χορωδίας ἀπετέλεσε ἀποκάλυψιν. Ἡ συνοχὴ των καὶ ἡ ἀρμονία εἶναι πράγματι μοναδικές. Τὸ πρόγραμμα περιελάμβανε Καντάτας τοῦ Μπάχ, θρησκευτικοὺς ὕμνους καὶ λαϊκὰ τραγούδια, ποὺ ἐχειροκροτήθησαν ἐνθουσιωδῶς. — [1216, 240, 1576, 321]
radio-line: 19.50 ... — [220, 830, 262, 842]
race-row — [370, 1263, 506, 1275]
column-rule — [364, 96, 365, 2106]
day2-text: ΔΕΝ ΕΧΡΕΙΑΖΕΤΟ νὰ διαφέρῃ ἡ Λευκωσία ἀπὸ κοινῆς δηλώσεις διὰ νὰ καταδείξῃ ὅτι ὁ ἡρωϊσμὸς τῶν Ἑλλήνων τῆς Κύπρου εἶναι φυσικοτερωτήριον. Οἱ ἀγωνισταὶ τῆς ΕΟΚΑ ἔπεσαν ὑπὲρ τῆς ἐλευθερίας. — [706, 443, 856, 564]
movie-title: ΑΠΟ ΣΗΜΕΡΟΝ — [1216, 336, 1576, 363]
race-row — [370, 1178, 506, 1202]
church-line: ΜΕΓΑΛΗ ΔΕΥΤΕΡΑ — [74, 990, 174, 1002]
cinema-line: (2 ἔργα) PATHS OF GLORY καὶ SWEET SMELL OF SUCCESS — [74, 594, 196, 634]
church-line: Ἡ Ἀποκαθήλωσις ἀπὸ ὥρας 8 π.μ. — Ὁ Ἐπιτάφιος ἀπὸ ὥρας 6 μ.μ., καὶ ἡ ἐκφορὰ ὥρα 8.15 μ.μ. — [74, 1221, 191, 1282]
movie-poster — [1216, 369, 1576, 679]
cotton-opening — [220, 1763, 358, 1836]
price-value: 293.30 — [323, 1715, 358, 1727]
cinema-line: THIS HAPPY FEELING (Τζὼν Σαξὸν, Ἰωνὰ Ρεϋνολντς) — [220, 383, 350, 423]
day-text: Ἐν τῷ μεταξὺ κινοῦνται πάλιν οἱ κομμουνισταὶ τοῦ Λιβάνου. Ζητοῦσιν οἱ τρόπαιον τῶν ἐν Ἰρὰκ φίλων των! Ἡ Κυβέρνησις Καραμὲ τὸ προφυλάχθηκε. Ἀναφέρθηκε ὅτι κομμουνιστικὴ ἔκρηξις ἐσημειώθη εἰς τὸν Βηρυτὸν. Ἡ παρουσία τῶν Ἀμερικανῶν πεζοναυτῶν κατέπεισε τοὺς κομμουνιστὰς νὰ ἀποσυρθοῦν. — [518, 649, 694, 797]
race-row — [370, 1531, 506, 1543]
club-line: Ἀναχώρησις: Ἀπὸ Μεσφορὸς ὥρα 7 π.μ. — [220, 1086, 358, 1111]
race-row — [370, 1495, 506, 1507]
radio-line: 14.00 Μουσικὴ σαλονιοῦ — [74, 854, 203, 866]
race-row — [370, 1324, 506, 1336]
church-line: Ἡ Θεία Λειτουργία τοῦ Μεγάλου Βασιλείου ἀπὸ ὥρας 7 π.μ. — Ἡ Ἀκολουθία τῶν Παθῶν ἀπὸ ὥρας 6 μ.μ. — [74, 1148, 199, 1209]
church-line: ΜΕΓΑΛΗ ΤΡΙΤΗ — [74, 1038, 158, 1050]
opening-value: 72 65 — [329, 1798, 358, 1810]
race-row — [370, 1287, 506, 1299]
bank-row — [83, 2005, 349, 2021]
column-day-continued — [706, 96, 856, 1286]
race-row — [370, 1117, 506, 1129]
price-label: Ἀγορὰ Πώλησις — [220, 1703, 301, 1715]
theatre-sub: ΤΗΣ ΚΡΗΤΙΚΗΣ ΑΔΕΛΦΟΤΗΤΟΣ — [388, 718, 488, 748]
cinema-line: SOME CAME RUNNING (Φρανκ Σινάτρα, Σίρλεϋ Μακ Λαίην) — [74, 452, 195, 506]
price-label: Ἐπίσημος Ἀγοραία — [220, 1690, 316, 1702]
radio-line: 17.30 Παρίσιοι Σικάγο — [220, 690, 337, 702]
concert-text: Ἀλλ' ἂς δοῦμε τὰ πράγματα ἀπ' τὴν ἀρχὴ. Ἡ χορωδία Τραγουδοῦσε τοῦ Οὐέστμινστερ ἱδρύθηκε τὸ 1920 ἀπὸ τὸν Τζὼν Φίνλεϋ Οὐίλλιαμσον. Τὸ 1926 ἐπισκέφθη τὴν Εὐρώπην καὶ ἐνθουσίασε τὸ κοινό. Ἦταν τότε ἡ ἐπιτυχία τοῦ ἔργου. — [866, 741, 1206, 809]
race-entry: 3) ΜΠΙΣΣΑΤ — [370, 1470, 435, 1482]
social-text: — Τὴν Μεγάλην Τετάρτην 29ην τρέχ. καὶ ὥραν 7.30 μ.μ. τὰ Ἑλληνικὰ Τμήματα τῆς ΧΑΝ διοργανώνουν εἰς τὴν αἴθουσαν θρησκευτικὴν συγκέντρωσιν κατὰ τὴν ὁποίαν θὰ ὁμιλήσῃ ὁ Σεβασμιώτατος Γ. Τρανταφυλλάκης καὶ θὰ ἀπαγγελθοῦν ποιήματα θρησκευτικοῦ περιεχομένου. Θὰ ἐκτελεσθοῦν ὕμνοι ὑπὸ τῆς Χορωδίας τοῦ Ἐκπαιδευτηρίου. Ἡ εἴσοδος ἐλευθέρα. — [370, 131, 506, 338]
bank-headline: ΠΑΡΑΧΩΡΟΥΝΤΑΙ ΔΑΝΕΙΑ — [121, 2031, 311, 2080]
cinema-line: ΡΙΑΛΤΟ — Τηλ. 24694 — [220, 425, 345, 439]
day2-text: Εἰς Ἀθήνας ἐτονίσθη ὅτι δὲν ἔγιναν ἐγκατάστασις πυραύλων εἰς Ἑλλάδα, διότι ἡ Ἑλλὰς φυλάσσει ἀκόμη καθαρότητα διὰ τὴν ἀμυνὰ της κατὰ τοῦ Σοβιετικοῦ κινδύνου. Ἡ Ἑλληνικὴ Κυβέρνησις δὲν ἐχρειάσθη ποτὲ τέτοια μέσα. — [706, 306, 856, 440]
radio-line: 19.30 Ἑλληνες σολίστ σοῦπερ μουσικῆς — [220, 805, 335, 830]
race-entry: 1η ΙΠΠΟΔΡΟΜΙΑ — [389, 1031, 487, 1043]
price-label: Πώλησις — [220, 1739, 266, 1751]
concert-text: Δὲν θὰ ἠμπορούσαμε εἰμὴ μερικοὶ γνώστες τῶν πάντων, τοῦ ἔτους τούτου νὰ κλίνουν συγκρίσεις μεταξὺ τῆς χορωδίας τοῦ Οὐέστμινστερ καὶ ἐκείνων ποὺ ἤκουσαν παλαιότερα. Ἡ ἐμφάνισις τῆς χορωδίας ἐπεδείχθη ὑπὸ τῶν ἀμερικανικῶν ἀσμάτων, τὰ ὁποῖα ἐχειροκροτήθησαν. Ὑπῆρξε μία λαμπρὰ ἐμφάνισις. Ἡ διάθεσις ἦταν ἀσυνήθιστα ψυχρὰ καὶ ὁ Ὑπουργὸς τοῦ Πολιτισμοῦ παρηκολούθησε μὲ εὐχαρίστησιν. — [866, 645, 1206, 739]
race-payout: 135 — 41 — [457, 1287, 506, 1299]
club-line: Δικαίωμα συμμετοχῆς: Λίραι 1, σὺν 20 κείμενα. — [220, 1181, 358, 1205]
race-payout: 23 — [493, 1311, 506, 1323]
day2-text: Ἡ τετάρτη Ἀγωνιστικὴ Ἱστορία τῆς Κύπρου θὰ παρουσιάσῃ ἐπιστολάς, ἡμερολόγια καὶ ὅλα τὰ στοιχεῖα. Τὸ Ἐθνικὸν Συμβούλιον ἐπιθυμεῖ νὰ διατηρηθῇ ἡ μνήμη τῶν ἡρώων εἰς τὰ σχολεῖα. — [706, 717, 856, 825]
funeral-text: θανόντα χθὲς ἐν Μανσούρᾳ, κηδεύσαντες σήμερον. Ἡ τεθλιμμένη σύζυγος Ἀναστασία Γ. Χαριτοπούλου, Τὰ τέκνα Ἀθανασία καὶ Ἀναστάσιος Στεφάνου, Ἰωάννα καὶ Σοφίας Στεφάνου. Αἱ οἰκογένειαι: Ν. Μαυκουλίδου, Ν. Χριστοδούλου, Ἀδ. Νικοπούλου, Γ. Ἀδαμοπούλου. — [370, 528, 506, 686]
race-entry: 3) ΘΑΡΙΣ ΘΕΡΣΑΝ — [370, 1311, 466, 1323]
gifts-item: • Ἀπὸ κεραμεική (Γερμανίας) — [1283, 800, 1569, 816]
taxiarchs-box — [1216, 102, 1576, 226]
race-payout: 351 — 48 — [457, 1384, 506, 1396]
race-payout: 13 — [493, 1177, 506, 1189]
church-line: Ἡ Θεία Προηγιασμένη ἀπὸ ὥρας 7.30 π.μ. — Ὁ Νυμφίος ἀπὸ ὥρας 6 μ.μ. — [74, 1051, 211, 1087]
race-payout: 138 — [486, 1348, 506, 1360]
